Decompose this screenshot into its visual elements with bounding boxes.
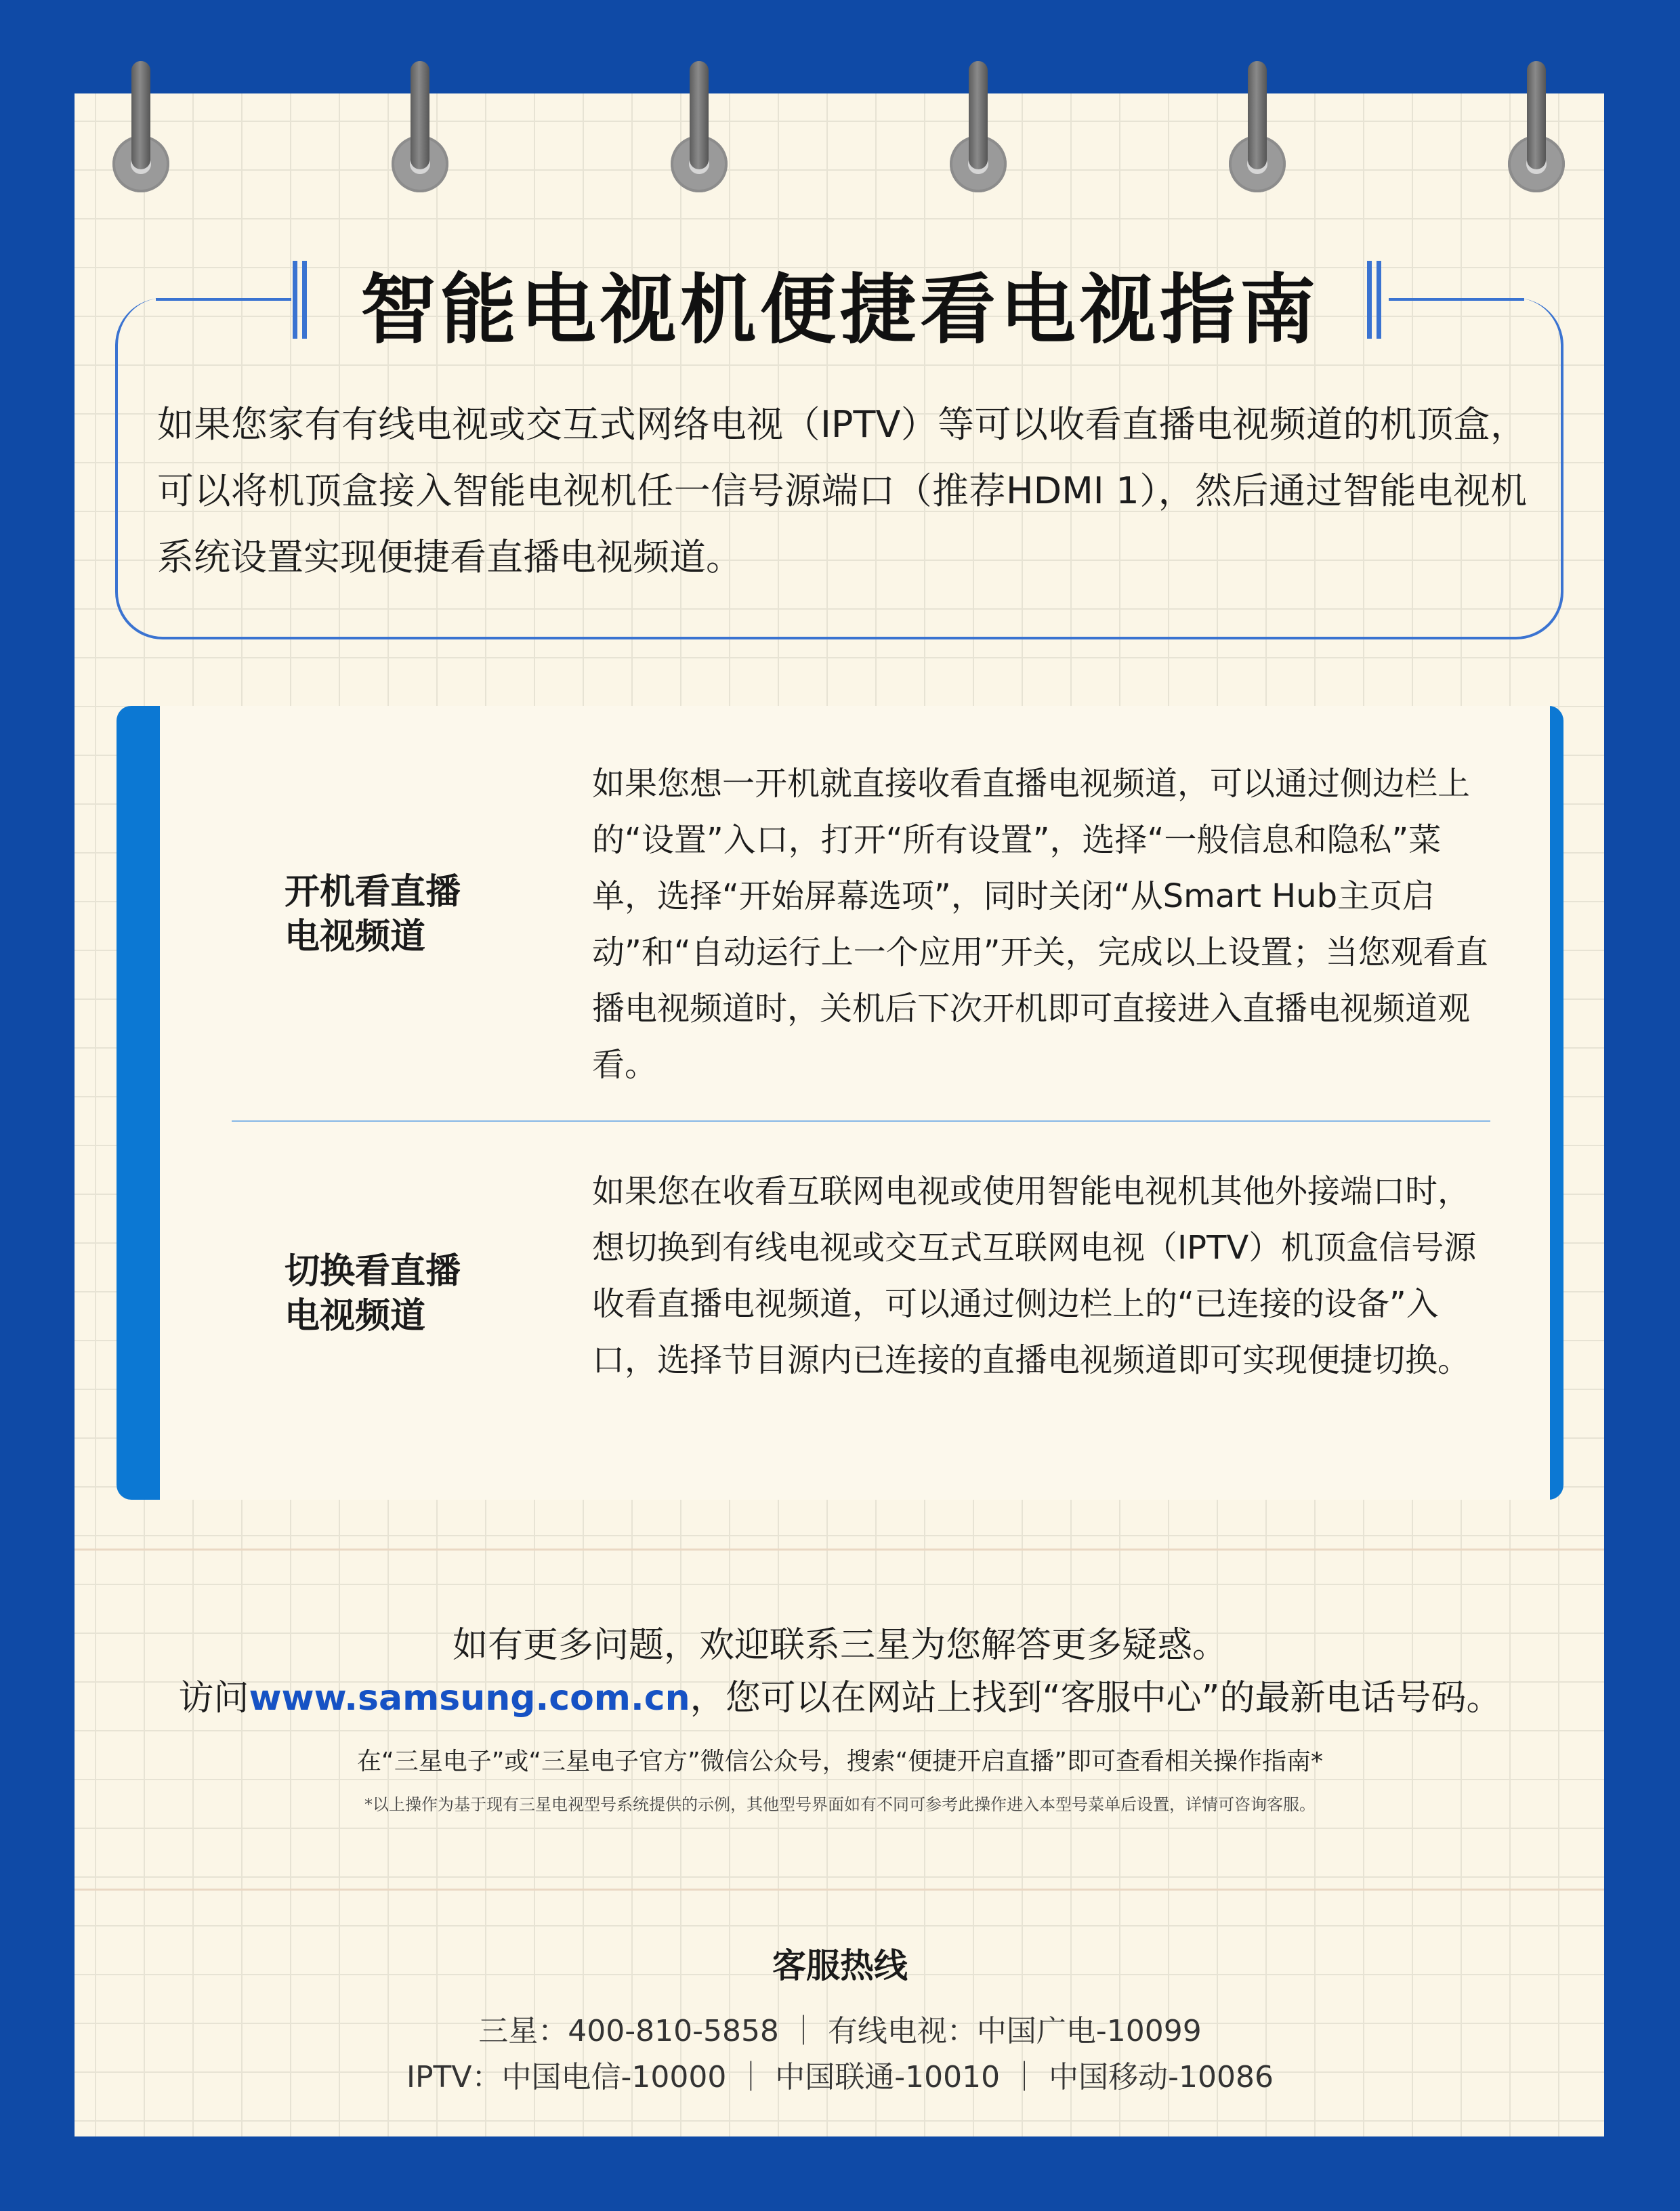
binding-ring-icon — [107, 61, 175, 196]
wechat-note: 在“三星电子”或“三星电子官方”微信公众号，搜索“便捷开启直播”即可查看相关操作指南* — [357, 1748, 1323, 1775]
disclaimer: *以上操作为基于现有三星电视型号系统提供的示例，其他型号界面如有不同可参考此操作进入本型号菜单后设置，详情可咨询客服。 — [364, 1795, 1316, 1814]
hotline-title: 客服热线 — [772, 1946, 908, 1985]
intro-paragraph: 如果您家有有线电视或交互式网络电视（IPTV）等可以收看直播电视频道的机顶盒，可以将机顶盒接入智能电视机任一信号源端口（推荐HDMI 1），然后通过智能电视机系统设置实现便捷看直播电视频道。 — [157, 403, 1527, 578]
footer-website-line: 访问www.samsung.com.cn，您可以在网站上找到“客服中心”的最新电话号码。 — [178, 1678, 1502, 1719]
page-title: 智能电视机便捷看电视指南 — [360, 266, 1320, 354]
binding-ring-icon — [1223, 61, 1291, 196]
samsung-website-link[interactable]: www.samsung.com.cn — [249, 1678, 690, 1719]
section-label-power-on: 开机看直播 电视频道 — [285, 872, 461, 957]
binding-ring-icon — [665, 61, 733, 196]
panel-divider — [232, 1120, 1490, 1122]
section-text-switch: 如果您在收看互联网电视或使用智能电视机其他外接端口时，想切换到有线电视或交互式互联网电视（IPTV）机顶盒信号源收看直播电视频道，可以通过侧边栏上的“已连接的设备”入口，选择节目源内已连接的直播电视频道即可实现便捷切换。 — [592, 1173, 1477, 1379]
bottom-frame — [0, 2136, 1680, 2211]
hotline-line-2: IPTV：中国电信-10000 ｜ 中国联通-10010 ｜ 中国移动-10086 — [406, 2060, 1274, 2094]
section-text-power-on: 如果您想一开机就直接收看直播电视频道，可以通过侧边栏上的“设置”入口，打开“所有设置”，选择“一般信息和隐私”菜单，选择“开始屏幕选项”，同时关闭“从Smart Hub主页启动”和“自动运行上一个应用”开关，完成以上设置；当您观看直播电视频道时，关机后下次开机即可直接进入直播电视频道观看。 — [592, 765, 1488, 1084]
panel-accent-right — [1550, 706, 1563, 1500]
tips-panel — [117, 706, 1563, 1500]
binding-ring-icon — [386, 61, 454, 196]
panel-accent-left — [117, 706, 160, 1500]
footer-divider — [75, 1549, 1604, 1551]
footer-contact-line: 如有更多问题，欢迎联系三星为您解答更多疑惑。 — [452, 1625, 1227, 1666]
hotline-divider — [75, 1889, 1604, 1891]
binding-ring-icon — [944, 61, 1012, 196]
section-label-switch: 切换看直播 电视频道 — [285, 1251, 461, 1336]
binding-ring-icon — [1503, 61, 1570, 196]
hotline-line-1: 三星：400-810-5858 ｜ 有线电视：中国广电-10099 — [478, 2014, 1202, 2048]
